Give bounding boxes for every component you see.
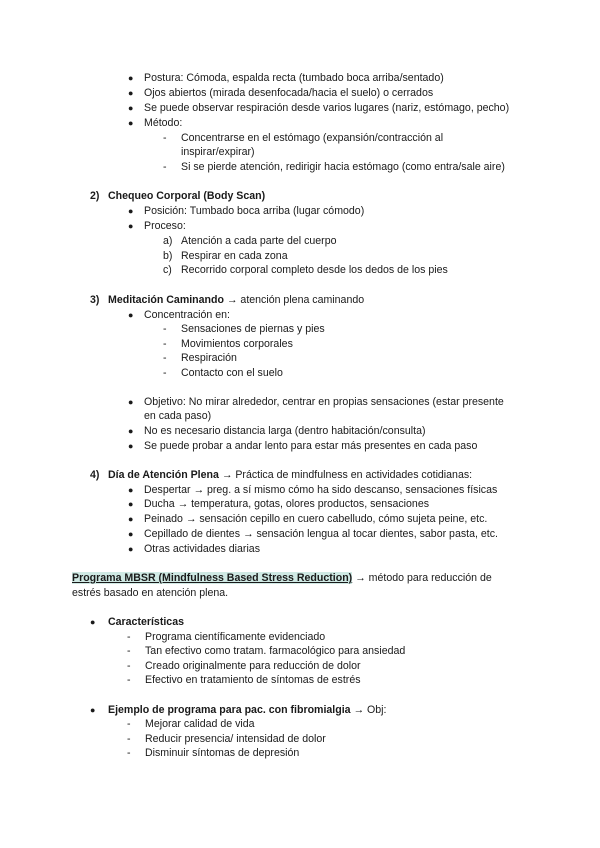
s2-letter-a: a) [163, 235, 173, 247]
bullet-icon: ● [128, 441, 134, 451]
s4-bullet: Despertar → preg. a sí mismo cómo ha sido descanso, sensaciones físicas [144, 484, 498, 496]
dash-icon: - [163, 161, 167, 173]
s3-bullet-concentracion: Concentración en: [144, 309, 230, 321]
bullet-icon: ● [128, 103, 134, 113]
bullet-icon: ● [128, 499, 134, 509]
mbsr-example-heading [108, 704, 386, 717]
dash-icon: - [127, 660, 131, 672]
bullet-icon: ● [128, 426, 134, 436]
s4-title-rest: → Práctica de mindfulness en actividades cotidianas: [218, 469, 473, 481]
bullet-icon: ● [128, 529, 134, 539]
s4-bullet: Otras actividades diarias [144, 543, 260, 555]
mbsr-char-item: Tan efectivo como tratam. farmacológico para ansiedad [145, 645, 406, 657]
bullet-icon: ● [128, 485, 134, 495]
s3-heading [108, 294, 364, 307]
dash-icon: - [127, 674, 131, 686]
mbsr-example-rest: → Obj: [350, 704, 387, 716]
dash-icon: - [163, 338, 167, 350]
s3-title: Meditación Caminando [108, 294, 224, 306]
s3-bullet-distancia: No es necesario distancia larga (dentro habitación/consulta) [144, 425, 426, 437]
s1-metodo-line3: Si se pierde atención, redirigir hacia estómago (como entra/sale aire) [181, 161, 505, 173]
s2-step-a: Atención a cada parte del cuerpo [181, 235, 337, 247]
bullet-icon: ● [128, 397, 134, 407]
s2-letter-c: c) [163, 264, 172, 276]
s4-bullet: Peinado → sensación cepillo en cuero cabelludo, cómo sujeta peine, etc. [144, 513, 488, 525]
s1-metodo-line1: Concentrarse en el estómago (expansión/contracción al [181, 132, 444, 144]
bullet-icon: ● [128, 310, 134, 320]
bullet-icon: ● [90, 705, 96, 715]
s2-step-b: Respirar en cada zona [181, 250, 288, 262]
dash-icon: - [163, 323, 167, 335]
mbsr-char-item: Efectivo en tratamiento de síntomas de estrés [145, 674, 361, 686]
s4-number: 4) [90, 469, 100, 481]
mbsr-char-title: Características [108, 616, 184, 628]
mbsr-example-item: Reducir presencia/ intensidad de dolor [145, 733, 326, 745]
mbsr-char-item: Programa científicamente evidenciado [145, 631, 326, 643]
dash-icon: - [163, 132, 167, 144]
mbsr-intro-rest: → método para reducción de [352, 572, 492, 584]
bullet-icon: ● [128, 514, 134, 524]
s1-metodo-line2: inspirar/expirar) [181, 146, 255, 158]
s3-title-rest: → atención plena caminando [223, 294, 365, 306]
s3-conc-item: Movimientos corporales [181, 338, 293, 350]
s3-conc-item: Respiración [181, 352, 237, 364]
s1-bullet-respiracion: Se puede observar respiración desde varios lugares (nariz, estómago, pecho) [144, 102, 510, 114]
s3-objetivo-line2: en cada paso) [144, 410, 212, 422]
mbsr-example-title: Ejemplo de programa para pac. con fibromialgia [108, 704, 351, 716]
dash-icon: - [127, 747, 131, 759]
s3-conc-item: Contacto con el suelo [181, 367, 283, 379]
mbsr-char-item: Creado originalmente para reducción de dolor [145, 660, 361, 672]
bullet-icon: ● [128, 118, 134, 128]
s4-title: Día de Atención Plena [108, 469, 219, 481]
dash-icon: - [127, 631, 131, 643]
s3-number: 3) [90, 294, 100, 306]
s2-letter-b: b) [163, 250, 173, 262]
bullet-icon: ● [128, 88, 134, 98]
dash-icon: - [127, 718, 131, 730]
bullet-icon: ● [128, 221, 134, 231]
bullet-icon: ● [128, 73, 134, 83]
s1-bullet-ojos: Ojos abiertos (mirada desenfocada/hacia el suelo) o cerrados [144, 87, 434, 99]
s2-bullet-posicion: Posición: Tumbado boca arriba (lugar cómodo) [144, 205, 365, 217]
s2-step-c: Recorrido corporal completo desde los dedos de los pies [181, 264, 448, 276]
s4-bullet: Ducha → temperatura, gotas, olores productos, sensaciones [144, 498, 430, 510]
mbsr-example-item: Mejorar calidad de vida [145, 718, 255, 730]
dash-icon: - [163, 367, 167, 379]
bullet-icon: ● [128, 206, 134, 216]
bullet-icon: ● [128, 544, 134, 554]
s4-heading [108, 469, 472, 482]
s2-number: 2) [90, 190, 100, 202]
s2-title: Chequeo Corporal (Body Scan) [108, 190, 266, 202]
bullet-icon: ● [90, 617, 96, 627]
mbsr-example-item: Disminuir síntomas de depresión [145, 747, 300, 759]
mbsr-intro-line2: estrés basado en atención plena. [72, 587, 229, 599]
s3-objetivo-line1: Objetivo: No mirar alrededor, centrar en propias sensaciones (estar presente [144, 396, 504, 408]
dash-icon: - [163, 352, 167, 364]
s1-bullet-postura: Postura: Cómoda, espalda recta (tumbado boca arriba/sentado) [144, 72, 444, 84]
dash-icon: - [127, 733, 131, 745]
s4-bullet: Cepillado de dientes → sensación lengua al tocar dientes, sabor pasta, etc. [144, 528, 498, 540]
s3-conc-item: Sensaciones de piernas y pies [181, 323, 325, 335]
mbsr-intro [72, 572, 492, 585]
dash-icon: - [127, 645, 131, 657]
mbsr-title: Programa MBSR (Mindfulness Based Stress Reduction) [72, 572, 353, 584]
s2-bullet-proceso: Proceso: [144, 220, 186, 232]
s3-bullet-lento: Se puede probar a andar lento para estar más presentes en cada paso [144, 440, 478, 452]
s1-bullet-metodo: Método: [144, 117, 183, 129]
